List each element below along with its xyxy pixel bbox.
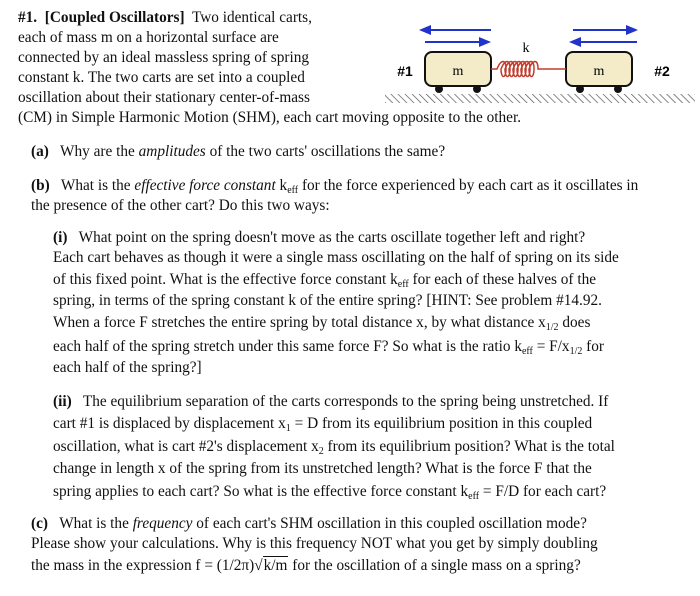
part-c-line-3 xyxy=(31,556,581,576)
intro-line-4: constant k. The two carts are set into a coupled xyxy=(18,69,305,86)
left-arrows-icon xyxy=(419,25,491,47)
cart-2-label: #2 xyxy=(654,63,670,79)
part-bi-text-6e: for xyxy=(582,338,605,355)
part-bi-line-4: spring, in terms of the spring constant k of the entire spring? [HINT: See problem #14.92. xyxy=(53,292,602,309)
part-bi-text-5c: does xyxy=(558,314,591,331)
spring-coil xyxy=(491,62,566,77)
part-c-label: (c) xyxy=(31,515,48,532)
coupled-carts-diagram xyxy=(385,18,695,118)
part-bi-text-6a: each half of the spring stretch under this same force F? So what is the ratio k xyxy=(53,338,522,355)
problem-number: #1. xyxy=(18,9,38,26)
part-bi-text-1: What point on the spring doesn't move as the carts oscillate together left and right? xyxy=(78,229,586,246)
part-b-sub: eff xyxy=(287,185,299,196)
part-c-radicand: k/m xyxy=(263,557,288,574)
part-bi-sub-6a: eff xyxy=(521,346,533,357)
part-b-text-1: What is the xyxy=(60,177,131,194)
part-bii-text-5c: = F/D for each cart? xyxy=(479,483,607,500)
sqrt-icon: √ xyxy=(254,557,263,574)
part-bi-line-2: Each cart behaves as though it were a single mass oscillating on the half of spring on its side xyxy=(53,249,619,266)
part-bii-sub-5: eff xyxy=(468,491,480,502)
part-bii-text-5a: spring applies to each cart? So what is the effective force constant k xyxy=(53,483,469,500)
part-a-emphasis: amplitudes xyxy=(138,143,206,160)
intro-text-1: Two identical carts, xyxy=(191,9,312,26)
cart-2-wheel-left xyxy=(576,85,584,93)
cart-2-wheel-right xyxy=(614,85,622,93)
right-arrows-icon xyxy=(569,25,638,47)
part-bi-sub-5: 1/2 xyxy=(545,322,559,333)
cart-2-mass: m xyxy=(593,64,605,79)
part-b-label: (b) xyxy=(31,177,50,194)
part-bii-line-2 xyxy=(53,414,592,434)
part-bii-label: (ii) xyxy=(53,393,72,410)
part-c-text-3a: the mass in the expression f = (1/2π) xyxy=(31,557,255,574)
part-bii-text-3c: from its equilibrium position? What is the total xyxy=(323,438,615,455)
part-c-emphasis: frequency xyxy=(132,515,193,532)
part-bii-text-3a: oscillation, what is cart #2's displacement x xyxy=(53,438,319,455)
part-bi-line-5 xyxy=(53,313,590,333)
cart-1-wheel-right xyxy=(473,85,481,93)
intro-line-2: each of mass m on a horizontal surface are xyxy=(18,29,279,46)
intro-line-3: connected by an ideal massless spring of spring xyxy=(18,49,309,66)
part-bii-text-2a: cart #1 is displaced by displacement x xyxy=(53,415,286,432)
part-b-line-2: the presence of the other cart? Do this two ways: xyxy=(31,197,330,214)
intro-line-1 xyxy=(18,8,312,28)
part-a-text-2: of the two carts' oscillations the same? xyxy=(209,143,446,160)
part-bi-line-7: each half of the spring?] xyxy=(53,359,202,376)
part-bi-text-6c: = F/x xyxy=(532,338,570,355)
part-bi-text-3c: for each of these halves of the xyxy=(408,271,597,288)
part-bii-sub-2: 1 xyxy=(285,423,291,434)
part-c-line-1 xyxy=(31,514,587,534)
ground-surface xyxy=(385,94,695,103)
part-c-text-2: of each cart's SHM oscillation in this coupled oscillation mode? xyxy=(196,515,587,532)
part-bii-line-1 xyxy=(53,392,608,412)
intro-line-6: (CM) in Simple Harmonic Motion (SHM), each cart moving opposite to the other. xyxy=(18,109,522,126)
part-b-line-1 xyxy=(31,176,638,196)
spring-label: k xyxy=(522,41,530,56)
part-c-text-3c: for the oscillation of a single mass on a spring? xyxy=(288,557,581,574)
part-a-label: (a) xyxy=(31,143,49,160)
part-b-emphasis: effective force constant xyxy=(134,177,276,194)
part-bii-line-4: change in length x of the spring from its unstretched length? What is the force F that the xyxy=(53,460,592,477)
part-bii-text-2c: = D from its equilibrium position in this coupled xyxy=(290,415,593,432)
part-c-line-2: Please show your calculations. Why is this frequency NOT what you get by simply doubling xyxy=(31,535,598,552)
problem-title: [Coupled Oscillators] xyxy=(44,9,185,26)
cart-1-label: #1 xyxy=(397,63,413,79)
part-bi-line-6 xyxy=(53,337,604,357)
part-bii-text-1: The equilibrium separation of the carts corresponds to the spring being unstretched. If xyxy=(82,393,609,410)
part-a-line xyxy=(31,142,445,162)
part-bi-sub-3: eff xyxy=(397,279,409,290)
part-bi-label: (i) xyxy=(53,229,68,246)
part-b-k: k xyxy=(279,177,288,194)
cart-1-mass: m xyxy=(452,64,464,79)
part-bi-line-3 xyxy=(53,270,596,290)
part-bii-line-3 xyxy=(53,437,615,457)
part-c-text-1: What is the xyxy=(59,515,129,532)
part-bi-line-1 xyxy=(53,228,585,248)
intro-line-5: oscillation about their stationary center-of-mass xyxy=(18,89,310,106)
part-b-text-2: for the force experienced by each cart as it oscillates in xyxy=(301,177,639,194)
part-bi-text-5a: When a force F stretches the entire spring by total distance x, by what distance x xyxy=(53,314,546,331)
part-a-text-1: Why are the xyxy=(60,143,135,160)
part-bi-text-3a: of this fixed point. What is the effective force constant k xyxy=(53,271,398,288)
part-bi-sub-6b: 1/2 xyxy=(569,346,583,357)
part-bii-line-5 xyxy=(53,482,606,502)
cart-1-wheel-left xyxy=(435,85,443,93)
part-bii-sub-3: 2 xyxy=(318,446,324,457)
